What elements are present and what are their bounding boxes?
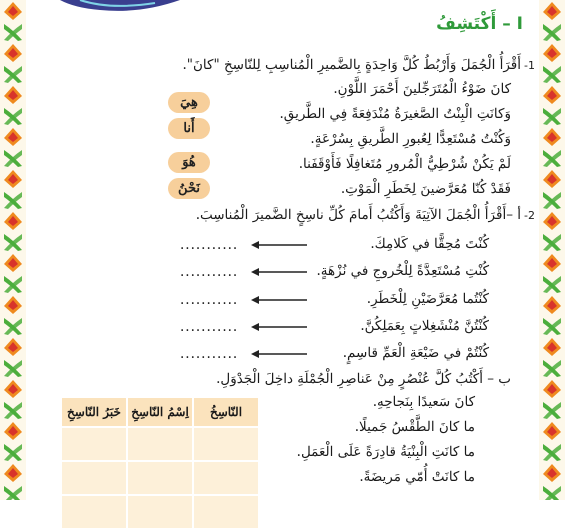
exercise2a-sentence: كُنْتِ مُسْتَعِدَّةً لِلْخُروجِ في نُزْهَةٍ. [316, 263, 489, 279]
section-title: I – أَكْتَشِفُ [436, 14, 523, 34]
exercise2a-sentence: كُنْتُما مُعَرَّضَيْنِ لِلْخَطَرِ. [366, 291, 489, 307]
table-cell[interactable] [193, 427, 259, 461]
answer-blank[interactable]: ........... [180, 291, 239, 308]
table-row [61, 461, 259, 495]
table-cell[interactable] [61, 495, 127, 529]
arrow-left-icon [251, 295, 307, 305]
exercise2a-sentence: كُنْتُنَّ مُنْشَغِلاتٍ بِعَمَلِكُنَّ. [360, 318, 489, 334]
exercise2a-instruction-line [30, 206, 535, 225]
table-cell[interactable] [61, 461, 127, 495]
pronoun-bubble[interactable]: هُوَ [168, 152, 210, 173]
answer-row [180, 263, 315, 280]
table-row [61, 495, 259, 529]
answer-row [180, 345, 315, 362]
arrow-left-icon [251, 322, 307, 332]
exercise2b-sentence: ما كانَتِ الْبِنْيَةُ قادِرَةً عَلَى الْعَمَلِ. [296, 444, 475, 460]
exercise1-sentence: وَكانَتِ الْبِنْتُ الصَّغيرَةُ مُنْدَفِعَةً فِي الطَّريقِ. [279, 106, 511, 122]
exercise2b-label: ب [498, 371, 511, 387]
exercise1-sentence: فَقَدْ كُنّا مُعَرَّضينَ لِخَطَرِ الْمَوْتِ. [340, 181, 511, 197]
arrow-left-icon [251, 349, 307, 359]
answer-blank[interactable]: ........... [180, 236, 239, 253]
exercise2a-sentence: كُنْتُمْ في ضَيْعَةِ الْعَمِّ قاسِمٍ. [342, 345, 489, 361]
exercise2b-sentence: كانَ سَعيدًا بِنَجاحِهِ. [372, 394, 475, 410]
answer-row [180, 318, 315, 335]
table-cell[interactable] [193, 495, 259, 529]
exercise1-number: 1- [524, 59, 535, 72]
exercise1-sentence: كانَ ضَوْءُ الْمُتَرَجِّلينَ أَحْمَرَ اللَّوْنِ. [333, 81, 511, 97]
table-cell[interactable] [127, 427, 193, 461]
answer-row [180, 236, 315, 253]
answer-row [180, 291, 315, 308]
table-header: النّاسِخُ [193, 397, 259, 427]
exercise1-instruction-line [30, 56, 535, 75]
exercise2b-instruction-line [30, 370, 511, 388]
arrow-left-icon [251, 240, 307, 250]
table-cell[interactable] [61, 427, 127, 461]
exercise2-number: 2- [524, 209, 535, 222]
table-cell[interactable] [127, 461, 193, 495]
table-cell[interactable] [193, 461, 259, 495]
table-row [61, 427, 259, 461]
exercise2b-sentence: ما كانَ الطَّقْسُ جَميلًا. [354, 419, 475, 435]
pronoun-bubble[interactable]: هِيَ [168, 92, 210, 113]
sentence-elements-table [60, 396, 260, 530]
exercise1-sentence: وَكُنْتُ مُسْتَعِدًّا لِعُبورِ الطَّريقِ بِسُرْعَةٍ. [310, 131, 511, 147]
exercise2a-instruction: –أَقْرَأُ الْجُمَلَ الآتِيَةَ وَأَكْتُبُ أَمامَ كُلِّ ناسِخٍ الضَّميرَ الْمُناسِبَ. [195, 207, 513, 223]
pronoun-bubble[interactable]: نَحْنُ [168, 178, 210, 199]
pronoun-bubble[interactable]: أَنا [168, 118, 210, 139]
table-header: اِسْمُ النّاسِخِ [127, 397, 193, 427]
answer-blank[interactable]: ........... [180, 263, 239, 280]
left-decorative-border [0, 0, 26, 500]
answer-blank[interactable]: ........... [180, 318, 239, 335]
table-header: خَبَرُ النّاسِخِ [61, 397, 127, 427]
arrow-left-icon [251, 267, 307, 277]
exercise1-sentence: لَمْ يَكُنْ شُرْطِيُّ الْمُرورِ مُتَغافِلًا فَأَوْقَفَنا. [298, 156, 511, 172]
table-cell[interactable] [127, 495, 193, 529]
table-header-row [61, 397, 259, 427]
exercise2a-sentence: كُنْتَ مُحِقًّا في كَلامِكَ. [370, 236, 489, 252]
exercise2b-sentence: ما كانَتْ أُمّي مَريضَةً. [359, 469, 475, 485]
answer-blank[interactable]: ........... [180, 345, 239, 362]
exercise1-instruction: أَقْرَأُ الْجُمَلَ وَأَرْبُطُ كُلَّ وَاحِدَةٍ بِالضَّميرِ الْمُناسِبِ لِلنّاسِخِ "كانَ". [182, 57, 522, 73]
right-decorative-border [539, 0, 565, 500]
exercise2a-label: أ [517, 207, 522, 223]
exercise2b-instruction: – أَكْتُبُ كُلَّ عُنْصُرٍ مِنْ عَناصِرِ الْجُمْلَةِ داخِلَ الْجَدْوَلِ. [216, 371, 494, 387]
